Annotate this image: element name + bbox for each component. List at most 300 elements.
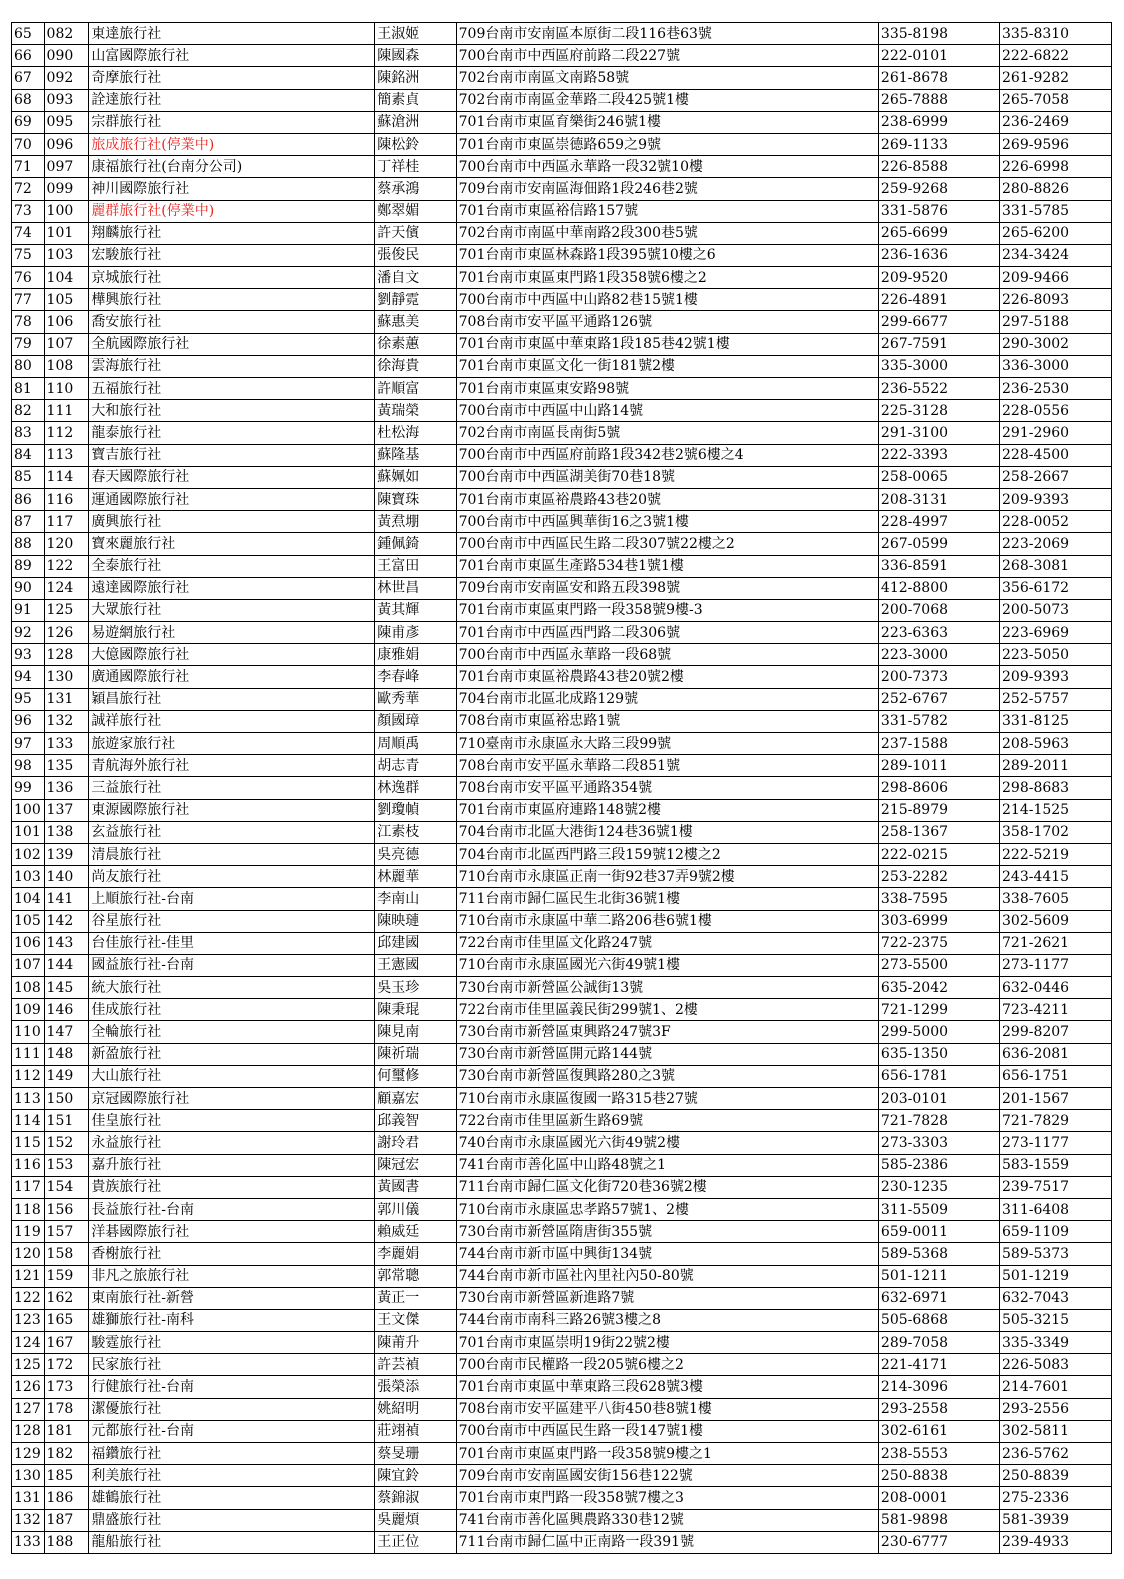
representative-cell: 王憲國	[375, 954, 456, 976]
phone-cell: 215-8979	[878, 799, 999, 821]
representative-cell: 江素枝	[375, 821, 456, 843]
row-number-cell: 87	[12, 511, 45, 533]
table-row	[12, 644, 1112, 666]
fax-cell: 721-7829	[1000, 1110, 1112, 1132]
representative-cell: 蔡錦淑	[375, 1487, 456, 1509]
representative-cell: 鄭翠媚	[375, 200, 456, 222]
agency-name-cell: 宗群旅行社	[89, 111, 375, 133]
row-number-cell: 105	[12, 910, 45, 932]
representative-cell: 陳甫彥	[375, 622, 456, 644]
agency-code-cell: 096	[44, 133, 89, 155]
agency-code-cell: 131	[44, 688, 89, 710]
representative-cell: 許天儐	[375, 222, 456, 244]
agency-code-cell: 149	[44, 1065, 89, 1087]
fax-cell: 228-0052	[1000, 511, 1112, 533]
row-number-cell: 80	[12, 355, 45, 377]
fax-cell: 239-4933	[1000, 1531, 1112, 1553]
agency-code-cell: 150	[44, 1088, 89, 1110]
agency-code-cell: 092	[44, 67, 89, 89]
phone-cell: 302-6161	[878, 1420, 999, 1442]
agency-code-cell: 162	[44, 1287, 89, 1309]
address-cell: 709台南市安南區國安街156巷122號	[456, 1465, 878, 1487]
table-row	[12, 89, 1112, 111]
row-number-cell: 74	[12, 222, 45, 244]
representative-cell: 吳玉珍	[375, 977, 456, 999]
phone-cell: 223-6363	[878, 622, 999, 644]
table-row	[12, 599, 1112, 621]
fax-cell: 505-3215	[1000, 1309, 1112, 1331]
row-number-cell: 113	[12, 1088, 45, 1110]
table-row	[12, 1132, 1112, 1154]
table-row	[12, 244, 1112, 266]
agency-code-cell: 145	[44, 977, 89, 999]
fax-cell: 656-1751	[1000, 1065, 1112, 1087]
phone-cell: 581-9898	[878, 1509, 999, 1531]
representative-cell: 邱建國	[375, 932, 456, 954]
phone-cell: 585-2386	[878, 1154, 999, 1176]
fax-cell: 501-1219	[1000, 1265, 1112, 1287]
agency-code-cell: 137	[44, 799, 89, 821]
address-cell: 730台南市新營區隋唐街355號	[456, 1221, 878, 1243]
agency-code-cell: 103	[44, 244, 89, 266]
row-number-cell: 75	[12, 244, 45, 266]
phone-cell: 214-3096	[878, 1376, 999, 1398]
representative-cell: 陳宜鈴	[375, 1465, 456, 1487]
agency-name-cell: 廣通國際旅行社	[89, 666, 375, 688]
address-cell: 710台南市永康區復國一路315巷27號	[456, 1088, 878, 1110]
fax-cell: 356-6172	[1000, 577, 1112, 599]
representative-cell: 黃其輝	[375, 599, 456, 621]
representative-cell: 許順富	[375, 378, 456, 400]
row-number-cell: 131	[12, 1487, 45, 1509]
representative-cell: 陳莆升	[375, 1332, 456, 1354]
phone-cell: 209-9520	[878, 267, 999, 289]
row-number-cell: 114	[12, 1110, 45, 1132]
agency-name-cell: 行健旅行社-台南	[89, 1376, 375, 1398]
row-number-cell: 77	[12, 289, 45, 311]
agency-name-cell: 佳成旅行社	[89, 999, 375, 1021]
table-row	[12, 422, 1112, 444]
table-row	[12, 511, 1112, 533]
agency-name-cell: 康福旅行社(台南分公司)	[89, 156, 375, 178]
row-number-cell: 108	[12, 977, 45, 999]
agency-code-cell: 110	[44, 378, 89, 400]
row-number-cell: 89	[12, 555, 45, 577]
address-cell: 722台南市佳里區文化路247號	[456, 932, 878, 954]
table-row	[12, 954, 1112, 976]
table-row	[12, 355, 1112, 377]
table-row	[12, 1021, 1112, 1043]
representative-cell: 陳映璉	[375, 910, 456, 932]
table-row	[12, 133, 1112, 155]
phone-cell: 265-7888	[878, 89, 999, 111]
table-row	[12, 1154, 1112, 1176]
phone-cell: 258-0065	[878, 466, 999, 488]
representative-cell: 蘇惠美	[375, 311, 456, 333]
address-cell: 701台南市東門路一段358號7樓之3	[456, 1487, 878, 1509]
agency-code-cell: 114	[44, 466, 89, 488]
fax-cell: 298-8683	[1000, 777, 1112, 799]
representative-cell: 林麗華	[375, 866, 456, 888]
fax-cell: 338-7605	[1000, 888, 1112, 910]
table-row	[12, 111, 1112, 133]
agency-code-cell: 143	[44, 932, 89, 954]
phone-cell: 258-1367	[878, 821, 999, 843]
phone-cell: 303-6999	[878, 910, 999, 932]
address-cell: 701台南市東區文化一街181號2樓	[456, 355, 878, 377]
agency-name-cell: 春天國際旅行社	[89, 466, 375, 488]
table-row	[12, 1198, 1112, 1220]
address-cell: 744台南市新市區社內里社內50-80號	[456, 1265, 878, 1287]
agency-code-cell: 126	[44, 622, 89, 644]
address-cell: 741台南市善化區興農路330巷12號	[456, 1509, 878, 1531]
fax-cell: 289-2011	[1000, 755, 1112, 777]
representative-cell: 謝玲君	[375, 1132, 456, 1154]
fax-cell: 236-5762	[1000, 1443, 1112, 1465]
row-number-cell: 72	[12, 178, 45, 200]
table-row	[12, 311, 1112, 333]
representative-cell: 黃正一	[375, 1287, 456, 1309]
agency-name-cell: 龍泰旅行社	[89, 422, 375, 444]
phone-cell: 331-5782	[878, 710, 999, 732]
address-cell: 704台南市北區北成路129號	[456, 688, 878, 710]
agency-name-cell: 洋碁國際旅行社	[89, 1221, 375, 1243]
fax-cell: 636-2081	[1000, 1043, 1112, 1065]
representative-cell: 李麗娟	[375, 1243, 456, 1265]
phone-cell: 208-0001	[878, 1487, 999, 1509]
table-row	[12, 1221, 1112, 1243]
fax-cell: 223-6969	[1000, 622, 1112, 644]
agency-name-cell: 樺興旅行社	[89, 289, 375, 311]
phone-cell: 259-9268	[878, 178, 999, 200]
row-number-cell: 68	[12, 89, 45, 111]
phone-cell: 293-2558	[878, 1398, 999, 1420]
fax-cell: 250-8839	[1000, 1465, 1112, 1487]
fax-cell: 265-7058	[1000, 89, 1112, 111]
phone-cell: 221-4171	[878, 1354, 999, 1376]
agency-name-cell: 旅成旅行社(停業中)	[89, 133, 375, 155]
representative-cell: 胡志青	[375, 755, 456, 777]
agency-name-cell: 山富國際旅行社	[89, 45, 375, 67]
fax-cell: 581-3939	[1000, 1509, 1112, 1531]
row-number-cell: 82	[12, 400, 45, 422]
row-number-cell: 126	[12, 1376, 45, 1398]
phone-cell: 226-8588	[878, 156, 999, 178]
agency-code-cell: 146	[44, 999, 89, 1021]
address-cell: 722台南市佳里區新生路69號	[456, 1110, 878, 1132]
phone-cell: 223-3000	[878, 644, 999, 666]
fax-cell: 290-3002	[1000, 333, 1112, 355]
fax-cell: 226-6998	[1000, 156, 1112, 178]
address-cell: 700台南市中西區湖美街70巷18號	[456, 466, 878, 488]
address-cell: 700台南市中西區永華路一段68號	[456, 644, 878, 666]
fax-cell: 335-3349	[1000, 1332, 1112, 1354]
address-cell: 730台南市新營區開元路144號	[456, 1043, 878, 1065]
agency-name-cell: 香榭旅行社	[89, 1243, 375, 1265]
table-row	[12, 178, 1112, 200]
agency-code-cell: 139	[44, 843, 89, 865]
representative-cell: 林逸群	[375, 777, 456, 799]
agency-code-cell: 116	[44, 488, 89, 510]
fax-cell: 234-3424	[1000, 244, 1112, 266]
representative-cell: 丁祥桂	[375, 156, 456, 178]
address-cell: 741台南市善化區中山路48號之1	[456, 1154, 878, 1176]
fax-cell: 239-7517	[1000, 1176, 1112, 1198]
phone-cell: 238-6999	[878, 111, 999, 133]
table-row	[12, 289, 1112, 311]
representative-cell: 許芸禎	[375, 1354, 456, 1376]
agency-code-cell: 130	[44, 666, 89, 688]
table-row	[12, 1398, 1112, 1420]
fax-cell: 659-1109	[1000, 1221, 1112, 1243]
fax-cell: 268-3081	[1000, 555, 1112, 577]
agency-code-cell: 082	[44, 23, 89, 45]
address-cell: 710台南市永康區忠孝路57號1、2樓	[456, 1198, 878, 1220]
row-number-cell: 117	[12, 1176, 45, 1198]
agency-code-cell: 148	[44, 1043, 89, 1065]
row-number-cell: 125	[12, 1354, 45, 1376]
table-row	[12, 1354, 1112, 1376]
representative-cell: 蘇滄洲	[375, 111, 456, 133]
representative-cell: 郭常聰	[375, 1265, 456, 1287]
address-cell: 700台南市民權路一段205號6樓之2	[456, 1354, 878, 1376]
representative-cell: 陳見南	[375, 1021, 456, 1043]
agency-name-cell: 清晨旅行社	[89, 843, 375, 865]
agency-name-cell: 三益旅行社	[89, 777, 375, 799]
address-cell: 711台南市歸仁區文化街720巷36號2樓	[456, 1176, 878, 1198]
representative-cell: 徐素蕙	[375, 333, 456, 355]
representative-cell: 顧嘉宏	[375, 1088, 456, 1110]
representative-cell: 王富田	[375, 555, 456, 577]
address-cell: 700台南市中西區民生路二段307號22樓之2	[456, 533, 878, 555]
address-cell: 701台南市東區裕農路43巷20號2樓	[456, 666, 878, 688]
row-number-cell: 81	[12, 378, 45, 400]
representative-cell: 蔡旻珊	[375, 1443, 456, 1465]
row-number-cell: 86	[12, 488, 45, 510]
agency-name-cell: 龍船旅行社	[89, 1531, 375, 1553]
address-cell: 701台南市東區崇明19街22號2樓	[456, 1332, 878, 1354]
address-cell: 704台南市北區大港街124巷36號1樓	[456, 821, 878, 843]
fax-cell: 723-4211	[1000, 999, 1112, 1021]
table-row	[12, 1509, 1112, 1531]
phone-cell: 335-3000	[878, 355, 999, 377]
row-number-cell: 91	[12, 599, 45, 621]
phone-cell: 203-0101	[878, 1088, 999, 1110]
agency-name-cell: 全航國際旅行社	[89, 333, 375, 355]
fax-cell: 331-5785	[1000, 200, 1112, 222]
phone-cell: 267-7591	[878, 333, 999, 355]
representative-cell: 賴威廷	[375, 1221, 456, 1243]
representative-cell: 歐秀華	[375, 688, 456, 710]
table-row	[12, 710, 1112, 732]
row-number-cell: 129	[12, 1443, 45, 1465]
fax-cell: 228-0556	[1000, 400, 1112, 422]
row-number-cell: 98	[12, 755, 45, 777]
phone-cell: 299-5000	[878, 1021, 999, 1043]
phone-cell: 200-7373	[878, 666, 999, 688]
fax-cell: 335-8310	[1000, 23, 1112, 45]
address-cell: 704台南市北區西門路三段159號12樓之2	[456, 843, 878, 865]
fax-cell: 236-2530	[1000, 378, 1112, 400]
table-row	[12, 1088, 1112, 1110]
row-number-cell: 83	[12, 422, 45, 444]
representative-cell: 杜松海	[375, 422, 456, 444]
agency-code-cell: 108	[44, 355, 89, 377]
row-number-cell: 84	[12, 444, 45, 466]
table-row	[12, 23, 1112, 45]
address-cell: 709台南市安南區本原街二段116巷63號	[456, 23, 878, 45]
agency-name-cell: 大眾旅行社	[89, 599, 375, 621]
fax-cell: 226-8093	[1000, 289, 1112, 311]
table-row	[12, 755, 1112, 777]
address-cell: 700台南市中西區永華路一段32號10樓	[456, 156, 878, 178]
table-row	[12, 977, 1112, 999]
agency-code-cell: 111	[44, 400, 89, 422]
agency-code-cell: 128	[44, 644, 89, 666]
row-number-cell: 130	[12, 1465, 45, 1487]
agency-code-cell: 124	[44, 577, 89, 599]
agency-name-cell: 麗群旅行社(停業中)	[89, 200, 375, 222]
phone-cell: 269-1133	[878, 133, 999, 155]
row-number-cell: 79	[12, 333, 45, 355]
table-row	[12, 622, 1112, 644]
phone-cell: 250-8838	[878, 1465, 999, 1487]
agency-name-cell: 貴族旅行社	[89, 1176, 375, 1198]
agency-code-cell: 105	[44, 289, 89, 311]
table-row	[12, 666, 1112, 688]
fax-cell: 209-9466	[1000, 267, 1112, 289]
agency-code-cell: 158	[44, 1243, 89, 1265]
phone-cell: 228-4997	[878, 511, 999, 533]
address-cell: 702台南市南區文南路58號	[456, 67, 878, 89]
row-number-cell: 104	[12, 888, 45, 910]
phone-cell: 311-5509	[878, 1198, 999, 1220]
table-row	[12, 400, 1112, 422]
agency-name-cell: 宏駿旅行社	[89, 244, 375, 266]
table-row	[12, 45, 1112, 67]
agency-code-cell: 157	[44, 1221, 89, 1243]
agency-name-cell: 詮達旅行社	[89, 89, 375, 111]
representative-cell: 周順禹	[375, 733, 456, 755]
address-cell: 708台南市安平區建平八街450巷8號1樓	[456, 1398, 878, 1420]
agency-name-cell: 民家旅行社	[89, 1354, 375, 1376]
agency-code-cell: 112	[44, 422, 89, 444]
table-row	[12, 577, 1112, 599]
table-row	[12, 156, 1112, 178]
address-cell: 700台南市中西區興華街16之3號1樓	[456, 511, 878, 533]
row-number-cell: 100	[12, 799, 45, 821]
representative-cell: 劉瓊幀	[375, 799, 456, 821]
agency-name-cell: 上順旅行社-台南	[89, 888, 375, 910]
agency-name-cell: 鼎盛旅行社	[89, 1509, 375, 1531]
fax-cell: 275-2336	[1000, 1487, 1112, 1509]
fax-cell: 223-2069	[1000, 533, 1112, 555]
table-row	[12, 1465, 1112, 1487]
table-row	[12, 444, 1112, 466]
phone-cell: 222-0101	[878, 45, 999, 67]
agency-code-cell: 153	[44, 1154, 89, 1176]
table-row	[12, 1332, 1112, 1354]
phone-cell: 208-3131	[878, 488, 999, 510]
representative-cell: 陳冠宏	[375, 1154, 456, 1176]
representative-cell: 陳祈瑞	[375, 1043, 456, 1065]
representative-cell: 吳麗煩	[375, 1509, 456, 1531]
phone-cell: 632-6971	[878, 1287, 999, 1309]
fax-cell: 265-6200	[1000, 222, 1112, 244]
table-row	[12, 333, 1112, 355]
table-row	[12, 378, 1112, 400]
phone-cell: 261-8678	[878, 67, 999, 89]
agency-name-cell: 運通國際旅行社	[89, 488, 375, 510]
agency-code-cell: 182	[44, 1443, 89, 1465]
phone-cell: 336-8591	[878, 555, 999, 577]
representative-cell: 陳寶珠	[375, 488, 456, 510]
address-cell: 740台南市永康區國光六街49號2樓	[456, 1132, 878, 1154]
row-number-cell: 107	[12, 954, 45, 976]
agency-name-cell: 神川國際旅行社	[89, 178, 375, 200]
phone-cell: 265-6699	[878, 222, 999, 244]
address-cell: 700台南市中西區民生路一段147號1樓	[456, 1420, 878, 1442]
phone-cell: 273-5500	[878, 954, 999, 976]
agency-code-cell: 173	[44, 1376, 89, 1398]
address-cell: 730台南市新營區新進路7號	[456, 1287, 878, 1309]
fax-cell: 243-4415	[1000, 866, 1112, 888]
agency-code-cell: 165	[44, 1309, 89, 1331]
phone-cell: 505-6868	[878, 1309, 999, 1331]
agency-name-cell: 佳皇旅行社	[89, 1110, 375, 1132]
agency-code-cell: 167	[44, 1332, 89, 1354]
agency-code-cell: 095	[44, 111, 89, 133]
fax-cell: 297-5188	[1000, 311, 1112, 333]
fax-cell: 222-5219	[1000, 843, 1112, 865]
agency-code-cell: 142	[44, 910, 89, 932]
phone-cell: 335-8198	[878, 23, 999, 45]
phone-cell: 412-8800	[878, 577, 999, 599]
agency-name-cell: 全泰旅行社	[89, 555, 375, 577]
row-number-cell: 85	[12, 466, 45, 488]
fax-cell: 273-1177	[1000, 1132, 1112, 1154]
agency-code-cell: 187	[44, 1509, 89, 1531]
table-row	[12, 843, 1112, 865]
agency-code-cell: 186	[44, 1487, 89, 1509]
row-number-cell: 128	[12, 1420, 45, 1442]
row-number-cell: 127	[12, 1398, 45, 1420]
agency-name-cell: 大億國際旅行社	[89, 644, 375, 666]
phone-cell: 656-1781	[878, 1065, 999, 1087]
agency-name-cell: 旅遊家旅行社	[89, 733, 375, 755]
fax-cell: 632-7043	[1000, 1287, 1112, 1309]
address-cell: 701台南市東區府連路148號2樓	[456, 799, 878, 821]
address-cell: 701台南市東區裕信路157號	[456, 200, 878, 222]
fax-cell: 223-5050	[1000, 644, 1112, 666]
address-cell: 710台南市永康區正南一街92巷37弄9號2樓	[456, 866, 878, 888]
row-number-cell: 103	[12, 866, 45, 888]
fax-cell: 583-1559	[1000, 1154, 1112, 1176]
fax-cell: 721-2621	[1000, 932, 1112, 954]
address-cell: 702台南市南區金華路二段425號1樓	[456, 89, 878, 111]
phone-cell: 200-7068	[878, 599, 999, 621]
fax-cell: 302-5609	[1000, 910, 1112, 932]
table-row	[12, 466, 1112, 488]
agency-name-cell: 非凡之旅旅行社	[89, 1265, 375, 1287]
row-number-cell: 96	[12, 710, 45, 732]
agency-code-cell: 133	[44, 733, 89, 755]
row-number-cell: 116	[12, 1154, 45, 1176]
phone-cell: 721-7828	[878, 1110, 999, 1132]
representative-cell: 張榮添	[375, 1376, 456, 1398]
agency-code-cell: 107	[44, 333, 89, 355]
fax-cell: 358-1702	[1000, 821, 1112, 843]
